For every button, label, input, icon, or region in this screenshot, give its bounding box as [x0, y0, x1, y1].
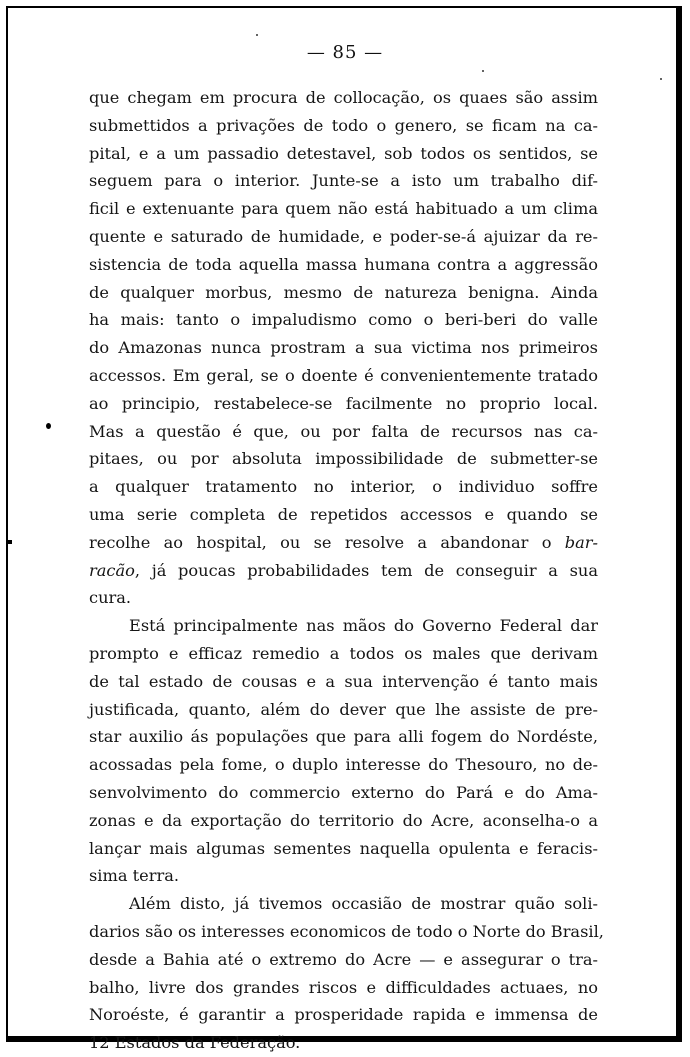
- text-line: Além disto, já tivemos occasião de mostrar quão soli-: [129, 894, 598, 914]
- margin-ink-mark: [6, 540, 12, 544]
- text-line: ha mais: tanto o impaludismo como o beri-beri do valle: [89, 310, 598, 330]
- text-line: do Amazonas nunca prostram a sua victima nos primeiros: [89, 338, 598, 358]
- text-line: recolhe ao hospital, ou se resolve a abandonar o bar-: [89, 532, 598, 552]
- text-line: seguem para o interior. Junte-se a isto um trabalho dif-: [89, 171, 598, 191]
- page-number: — 85 —: [306, 42, 384, 63]
- text-line: racão, já poucas probabilidades tem de conseguir a sua: [89, 560, 598, 580]
- text-line: zonas e da exportação do territorio do Acre, aconselha-o a: [89, 810, 598, 830]
- text-line: pitaes, ou por absoluta impossibilidade de submetter-se: [89, 449, 598, 469]
- text-line: star auxilio ás populações que para alli fogem do Nordéste,: [89, 727, 598, 747]
- paragraph-2: [89, 612, 598, 890]
- italic-word: bar-: [564, 532, 598, 552]
- text-line: ficil e extenuante para quem não está habituado a um clima: [89, 199, 598, 219]
- text-line: de tal estado de cousas e a sua intervenção é tanto mais: [89, 671, 598, 691]
- text-line: de qualquer morbus, mesmo de natureza benigna. Ainda: [89, 282, 598, 302]
- text-line: Noroéste, é garantir a prosperidade rapida e immensa de: [89, 1005, 598, 1025]
- text-line: uma serie completa de repetidos accessos e quando se: [89, 504, 598, 524]
- text-line: a qualquer tratamento no interior, o individuo soffre: [89, 477, 598, 497]
- text-line: sima terra.: [89, 866, 179, 886]
- text-line: acossadas pela fome, o duplo interesse do Thesouro, no de-: [89, 755, 598, 775]
- text-line: balho, livre dos grandes riscos e difficuldades actuaes, no: [89, 977, 598, 997]
- text-line: sistencia de toda aquella massa humana contra a aggressão: [89, 254, 598, 274]
- text-line: pital, e a um passadio detestavel, sob todos os sentidos, se: [89, 143, 598, 163]
- paragraph-3: [89, 890, 604, 1057]
- ink-speck: [256, 34, 258, 36]
- text-line: accessos. Em geral, se o doente é convenientemente tratado: [89, 365, 598, 385]
- text-line: ao principio, restabelece-se facilmente no proprio local.: [89, 393, 598, 413]
- margin-ink-dot: [46, 423, 51, 429]
- text-line: justificada, quanto, além do dever que lhe assiste de pre-: [89, 699, 598, 719]
- text-line: submettidos a privações de todo o genero, se ficam na ca-: [89, 115, 598, 135]
- text-line: darios são os interesses economicos de todo o Norte do Brasil,: [89, 921, 604, 941]
- ink-speck: [482, 70, 484, 72]
- text-line: prompto e efficaz remedio a todos os males que derivam: [89, 643, 598, 663]
- text-line: lançar mais algumas sementes naquella opulenta e feracis-: [89, 838, 598, 858]
- text-line: senvolvimento do commercio externo do Pará e do Ama-: [89, 782, 598, 802]
- ink-speck: [660, 78, 662, 80]
- italic-word: racão: [89, 560, 135, 580]
- text-line: quente e saturado de humidade, e poder-se-á ajuizar da re-: [89, 226, 598, 246]
- body-text: [89, 84, 604, 1057]
- text-line: cura.: [89, 588, 132, 608]
- text-line: 12 Estados da Federação.: [89, 1033, 301, 1053]
- text-line: Mas a questão é que, ou por falta de recursos nas ca-: [89, 421, 598, 441]
- text-line: Está principalmente nas mãos do Governo Federal dar: [129, 616, 598, 636]
- text-line: que chegam em procura de collocação, os quaes são assim: [89, 88, 598, 107]
- paragraph-1: [89, 84, 598, 612]
- text-line: desde a Bahia até o extremo do Acre — e assegurar o tra-: [89, 949, 598, 969]
